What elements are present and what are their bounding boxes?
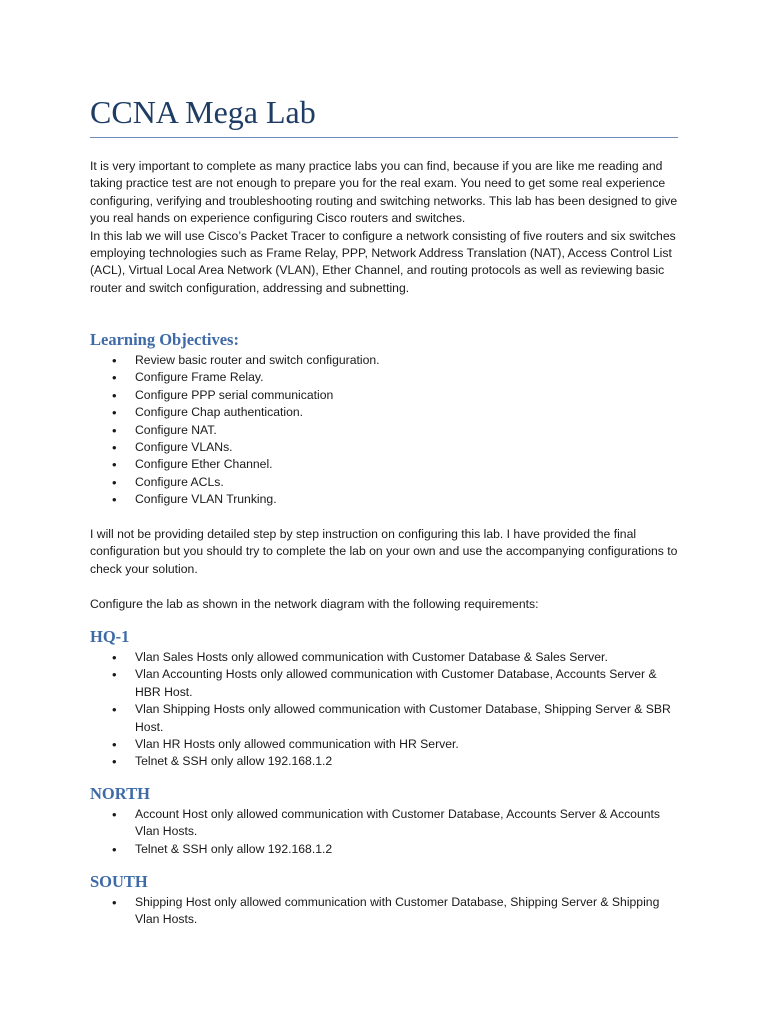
bullet-icon: • xyxy=(112,440,117,456)
list-item xyxy=(90,439,678,456)
bullet-icon: • xyxy=(112,841,117,857)
learning-objectives-list xyxy=(90,352,678,509)
bullet-icon: • xyxy=(112,754,117,770)
bullet-icon: • xyxy=(112,457,117,473)
learning-objectives-heading: Learning Objectives: xyxy=(90,330,239,349)
title-underline xyxy=(90,137,678,138)
bullet-icon: • xyxy=(112,405,117,421)
list-item xyxy=(90,369,678,386)
bullet-icon: • xyxy=(112,702,117,718)
list-item-text: Configure PPP serial communication xyxy=(135,387,334,402)
bullet-icon: • xyxy=(112,895,117,910)
list-item xyxy=(90,841,678,858)
list-item xyxy=(90,404,678,421)
bullet-icon: • xyxy=(112,370,117,386)
bullet-icon: • xyxy=(112,737,117,753)
hq1-heading: HQ-1 xyxy=(90,627,130,646)
list-item xyxy=(90,352,678,369)
list-item-text: Configure ACLs. xyxy=(135,474,224,489)
list-item xyxy=(90,456,678,473)
bullet-icon: • xyxy=(112,387,117,403)
list-item-text: Telnet & SSH only allow 192.168.1.2 xyxy=(135,754,333,769)
intro-paragraph-1: It is very important to complete as many practice labs you can find, because if you are like me reading and taking practice test are not enough to prepare you for the real exam. You need to get some real experience configuring, verifying and troubleshooting routing and switching networks. This lab has been designed to give you real hands on experience configuring Cisco routers and switches. xyxy=(90,159,678,226)
list-item xyxy=(90,422,678,439)
list-item xyxy=(90,806,678,841)
list-item-text: Telnet & SSH only allow 192.168.1.2 xyxy=(135,841,333,856)
list-item-text: Vlan Sales Hosts only allowed communication with Customer Database & Sales Server. xyxy=(135,650,608,664)
intro-section xyxy=(90,158,678,297)
list-item-text: Account Host only allowed communication with Customer Database, Accounts Server & Accounts Vlan Hosts. xyxy=(135,807,660,839)
list-item xyxy=(90,666,678,701)
list-item xyxy=(90,387,678,404)
hq1-requirements-list xyxy=(90,649,678,771)
north-requirements-list xyxy=(90,806,678,858)
intro-paragraph-2: In this lab we will use Cisco’s Packet Tracer to configure a network consisting of five routers and six switches employing technologies such as Frame Relay, PPP, Network Address Translation (NAT), Access Control List (ACL), Virtual Local Area Network (VLAN), Ether Channel, and routing protocols as well as reviewing basic router and switch configuration, addressing and subnetting. xyxy=(90,228,676,295)
list-item xyxy=(90,701,678,736)
list-item-text: Configure VLAN Trunking. xyxy=(135,492,277,507)
list-item xyxy=(90,491,678,508)
requirements-intro: Configure the lab as shown in the network diagram with the following requirements: xyxy=(90,597,539,611)
bullet-icon: • xyxy=(112,353,117,368)
list-item xyxy=(90,753,678,770)
list-item-text: Configure VLANs. xyxy=(135,440,233,455)
list-item xyxy=(90,736,678,753)
note-paragraph: I will not be providing detailed step by step instruction on configuring this lab. I have provided the final configuration but you should try to complete the lab on your own and use the accompanying configurations to check your solution. xyxy=(90,527,678,576)
bullet-icon: • xyxy=(112,807,117,822)
bullet-icon: • xyxy=(112,422,117,438)
list-item-text: Configure Chap authentication. xyxy=(135,405,304,420)
list-item-text: Review basic router and switch configuration. xyxy=(135,353,380,367)
list-item xyxy=(90,649,678,666)
south-requirements-list xyxy=(90,894,678,929)
south-heading: SOUTH xyxy=(90,872,148,891)
list-item xyxy=(90,894,678,929)
list-item-text: Vlan HR Hosts only allowed communication with HR Server. xyxy=(135,737,459,752)
list-item-text: Configure NAT. xyxy=(135,422,217,437)
bullet-icon: • xyxy=(112,667,117,683)
list-item xyxy=(90,474,678,491)
page-title: CCNA Mega Lab xyxy=(90,94,316,130)
list-item-text: Configure Ether Channel. xyxy=(135,457,273,472)
bullet-icon: • xyxy=(112,474,117,490)
list-item-text: Shipping Host only allowed communication with Customer Database, Shipping Server & Shipping Vlan Hosts. xyxy=(135,895,660,927)
bullet-icon: • xyxy=(112,650,117,665)
list-item-text: Vlan Shipping Hosts only allowed communication with Customer Database, Shipping Server & SBR Host. xyxy=(135,702,671,734)
list-item-text: Vlan Accounting Hosts only allowed communication with Customer Database, Accounts Server & HBR Host. xyxy=(135,667,657,699)
list-item-text: Configure Frame Relay. xyxy=(135,370,264,385)
bullet-icon: • xyxy=(112,492,117,508)
north-heading: NORTH xyxy=(90,784,150,803)
